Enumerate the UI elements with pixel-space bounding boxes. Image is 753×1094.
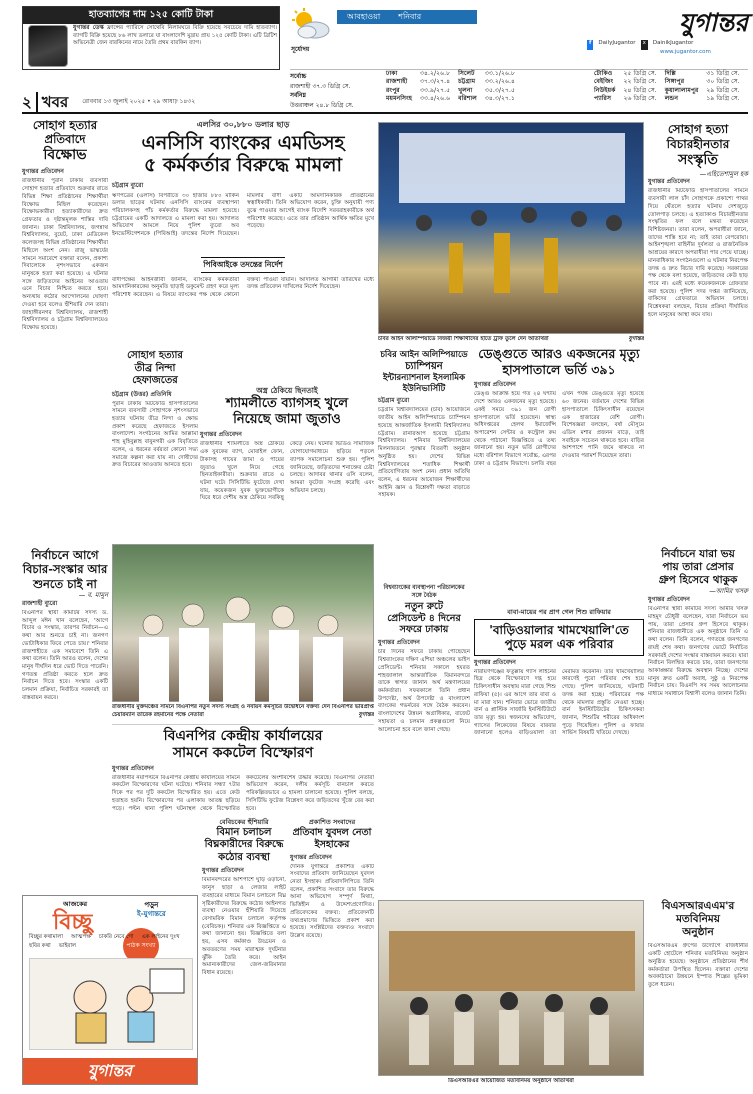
world-bank-kicker: বিশ্বব্যাংকের ব্যবস্থাপনা পরিচালকের সঙ্গে বৈঠক xyxy=(383,585,465,599)
city-temp: ৩৩.৪/২৬.৬ xyxy=(419,95,451,103)
city-temp: ১৯ ডিগ্রি সে. xyxy=(706,95,740,103)
weather-row xyxy=(382,78,519,86)
bicchu-ad[interactable] xyxy=(22,895,198,1085)
impunity-story xyxy=(648,122,748,542)
bnp-photo-caption: রাজধানীর মুক্তমঞ্চের সামনে বিএনপির নতুন সদস্য সংগ্রহ ও নবায়ন কর্মসূচির উদ্বোধনে বক্তব্য দেন বিএনপির ভারপ্রাপ্ত চেয়ারম্যান তারেক রহমানের পক্ষে নেতারা যুগান্তর xyxy=(112,704,374,718)
election-story xyxy=(22,548,108,738)
sohag-protest-headline: সোহাগ হত্যার প্রতিবাদে বিক্ষোভ xyxy=(32,118,98,163)
dengue-byline: যুগান্তর প্রতিবেদন xyxy=(474,381,516,389)
ncc-text-2: বাদীপক্ষের আইনজীবী জানান, ব্যাংকের কর্মকর্তারা আমদানিকারকের অনুমতি ছাড়াই ডকুমেন্ট গ্রহণ করে মূল্য পরিশোধ করেছেন। এ বিষয়ে ব্যাংকের পক্ষ থেকে কোনো বক্তব্য পাওয়া যায়নি। আদালত আগামী তারিখের মধ্যে তদন্ত প্রতিবেদন দাখিলের নির্দেশ দিয়েছেন। xyxy=(112,276,374,299)
city-temp: ৩১ ডিগ্রি সে. xyxy=(706,70,740,77)
hefazat-headline: সোহাগ হত্যার তীব্র নিন্দা হেফাজতের xyxy=(127,350,183,386)
city-temp: ৩৪.৩/২৭.১ xyxy=(484,95,515,103)
bsrm-story xyxy=(648,900,748,1088)
pressure-group-story xyxy=(648,548,748,888)
law-headline: চবির আইন অলিম্পিয়াডে চ্যাম্পিয়ন ইন্টারন্যাশনাল ইসলামিক ইউনিভার্সিটি xyxy=(380,350,468,394)
city-temp: ২৯ ডিগ্রি সে. xyxy=(706,86,740,94)
city-name: ঢাকা xyxy=(386,70,398,77)
ad-footer-logo: যুগান্তর xyxy=(23,1058,197,1084)
landlord-story xyxy=(474,608,644,898)
header-rule xyxy=(22,112,748,114)
dengue-text: ডেঙ্গু আক্রান্ত হয়ে গত ২৪ ঘণ্টায় দেশে আরও একজনের মৃত্যু হয়েছে। একই সময়ে ৩৯১ জন রোগী হাসপাতালে ভর্তি হয়েছেন। স্বাস্থ্য অধিদপ্তরের হেলথ ইমার্জেন্সি অপারেশন সেন্টার ও কন্ট্রোল রুম থেকে পাঠানো বিজ্ঞপ্তিতে এ তথ্য জানানো হয়। নতুন ভর্তি রোগীদের মধ্যে বরিশাল বিভাগে সর্বোচ্চ, এরপর ঢাকা ও চট্টগ্রাম বিভাগে। চলতি বছর এখন পর্যন্ত ডেঙ্গুতে মৃত্যু হয়েছে ৬০ জনের। বর্তমানে দেশের বিভিন্ন হাসপাতালে চিকিৎসাধীন রয়েছেন এক হাজারের বেশি রোগী। বিশেষজ্ঞরা বলছেন, বর্ষা মৌসুমে এডিস মশার প্রজনন বাড়ে, তাই সবাইকে সচেতন থাকতে হবে। বাড়ির আশপাশে পানি জমে থাকতে না দেওয়ার পরামর্শ দিয়েছেন তারা। xyxy=(474,391,644,467)
pressure-group-headline: নির্বাচনে যারা ভয় পায় তারা প্রেসার গ্রুপ হিসেবে থাকুক xyxy=(658,548,738,587)
sohag-protest-text: রাজধানীর পুরান ঢাকায় ব্যবসায়ী সোহাগ হত্যার প্রতিবাদে শুক্রবার রাতে বিভিন্ন শিক্ষা প্রতিষ্ঠানের শিক্ষার্থীরা বিক্ষোভ মিছিল করেছেন। বিক্ষোভকারীরা হত্যাকারীদের দ্রুত গ্রেফতার ও দৃষ্টান্তমূলক শাস্তির দাবি জানান। ঢাকা বিশ্ববিদ্যালয়, জগন্নাথ বিশ্ববিদ্যালয়, বুয়েট, ঢাকা মেডিকেল কলেজসহ বিভিন্ন প্রতিষ্ঠানের শিক্ষার্থীরা মিছিলে অংশ নেন। রাজু ভাস্কর্যের সামনে সমাবেশে বক্তারা বলেন, প্রকাশ্য দিবালোকে নৃশংসভাবে একজন মানুষকে হত্যা করা হয়েছে। এ ঘটনার সঙ্গে জড়িতদের আইনের আওতায় এনে বিচার নিশ্চিত করতে হবে। অন্যথায় কঠোর আন্দোলনের ঘোষণা দেওয়া হবে বলেও হুঁশিয়ারি দেন তারা। জাহাঙ্গীরনগর বিশ্ববিদ্যালয়, রাজশাহী বিশ্ববিদ্যালয় ও চট্টগ্রাম বিশ্ববিদ্যালয়েও বিক্ষোভ হয়েছে। xyxy=(22,178,108,331)
ad-item: ভাইরাল xyxy=(58,943,77,950)
city-name: নিউইয়র্ক xyxy=(594,86,616,94)
weather-row xyxy=(590,95,744,103)
date-line: রোববার ১৩ জুলাই ২০২৫ • ২৯ আষাঢ় ১৪৩২ xyxy=(82,97,196,105)
weather-stats xyxy=(290,69,748,107)
ncc-subhead: পিবিআইকে তদন্তের নির্দেশ xyxy=(201,257,285,273)
max-temp: রাজশাহী ৩৭.৩ ডিগ্রি সে. xyxy=(290,82,351,90)
weather-label: আবহাওয়া xyxy=(347,11,381,21)
weather-day: শনিবার xyxy=(398,11,422,21)
hermes-headline: হাতব্যাগের দাম ১২৫ কোটি টাকা xyxy=(23,7,279,24)
election-text: বিএনপির স্থায়ী কমিটির সদস্য ড. আব্দুল মঈন খান বলেছেন, 'আগে বিচার ও সংস্কার, তারপর নির্বাচন—এ কথা আর শুনতে চাই না। জনগণ ভোটাধিকার ফিরে পেতে চায়।' শনিবার রাজশাহীতে এক সমাবেশে তিনি এ কথা বলেন। তিনি আরও বলেন, দেশের মানুষ দীর্ঘদিন ধরে ভোট দিতে পারেনি। গণতন্ত্র প্রতিষ্ঠা করতে হলে দ্রুত নির্বাচন দিতে হবে। সংস্কার একটি চলমান প্রক্রিয়া, নির্বাচিত সরকারই তা বাস্তবায়ন করবে। xyxy=(22,609,108,701)
biman-byline: যুগান্তর প্রতিবেদন xyxy=(202,867,244,875)
city-name: খুলনা xyxy=(458,86,473,94)
city-temp: ২৪ ডিগ্রি সে. xyxy=(623,86,657,94)
law-olympiad-photo xyxy=(378,122,644,334)
masthead xyxy=(588,6,748,36)
election-headline: নির্বাচনে আগে বিচার-সংস্কার আর শুনতে চাই না xyxy=(22,548,108,591)
section-name: খবর xyxy=(41,92,69,111)
press-text: দৈনিক যুগান্তরে প্রকাশিত একটি সংবাদের প্রতিবাদ জানিয়েছেন যুবদল নেতা ইসহাক। প্রতিবাদলিপিতে তিনি বলেন, প্রকাশিত সংবাদে তার বিরুদ্ধে আনা অভিযোগ সম্পূর্ণ মিথ্যা, ভিত্তিহীন ও উদ্দেশ্যপ্রণোদিত। প্রতিবেদকের বক্তব্য: প্রতিবেদনটি তথ্যপ্রমাণের ভিত্তিতে প্রকাশ করা হয়েছে। সংশ্লিষ্টদের বক্তব্যও সংবাদে উল্লেখ রয়েছে। xyxy=(290,863,374,940)
twitter-icon: x xyxy=(641,40,648,50)
hermes-box xyxy=(22,6,280,70)
ad-read: পড়ুন ই-যুগান্তরে xyxy=(137,901,166,919)
min-temp: উত্তরাঞ্চল ২৪.৮ ডিগ্রি সে. xyxy=(290,101,354,109)
masthead-logo: যুগান্তর xyxy=(678,8,748,37)
biman-story xyxy=(202,818,286,1088)
cocktail-byline: যুগান্তর প্রতিবেদন xyxy=(112,764,154,772)
cartoon-illustration xyxy=(29,958,193,1050)
press-kicker: প্রকাশিত সংবাদের xyxy=(308,818,356,826)
city-temp: ৩৭.৩/২৭.৪ xyxy=(419,78,451,86)
shyamoli-headline: শ্যামলীতে ব্যাগসহ খুলে নিয়েছে জামা জুতাও xyxy=(225,396,349,427)
hermes-byline: যুগান্তর ডেস্ক xyxy=(73,24,104,31)
city-temp: ৩৪.২/২৬.৮ xyxy=(419,70,451,77)
weather-row xyxy=(590,78,744,86)
impunity-headline: সোহাগ হত্যা বিচারহীনতার সংস্কৃতি xyxy=(666,122,730,168)
city-name: রাজশাহী xyxy=(386,78,408,86)
city-temp: ২৬ ডিগ্রি সে. xyxy=(623,95,657,103)
city-name: প্যারিস xyxy=(594,95,612,103)
sohag-protest-byline: যুগান্তর প্রতিবেদন xyxy=(22,168,64,176)
weather-icon xyxy=(289,8,333,42)
pressure-group-signature: —আমির খসরু xyxy=(709,587,748,596)
hermes-text: যুগান্তর ডেস্ক ফ্রান্সের প্যারিসে সোথেবি নিলামঘরে বিক্রি হয়েছে সবচেয়ে দামি হাতব্যাগ। ব্যাগটি বিক্রি হয়েছে ৮৬ লাখ ডলারে যা বাংলাদেশি মুদ্রায় প্রায় ১২৫ কোটি টাকা। এটি ব্রিটিশ অভিনেত্রী জেন বারকিনের নামে তৈরি প্রথম বারকিন ব্যাগ। xyxy=(73,24,277,47)
page-number: ২ xyxy=(22,92,38,112)
city-name: দিল্লি xyxy=(664,70,676,77)
hefazat-byline: চট্টগ্রাম (উত্তর) প্রতিনিধি xyxy=(112,390,172,398)
law-byline: চট্টগ্রাম ব্যুরো xyxy=(378,397,410,405)
world-bank-byline: যুগান্তর প্রতিবেদন xyxy=(378,639,420,647)
bnp-rally-photo xyxy=(112,544,374,702)
pressure-group-byline: যুগান্তর প্রতিবেদন xyxy=(648,596,690,604)
cocktail-text: রাজধানীর নয়াপল্টনে বিএনপির কেন্দ্রীয় কার্যালয়ের সামনে ককটেল বিস্ফোরণের ঘটনা ঘটেছে। শনিবার সন্ধ্যা ৭টার দিকে পর পর দুটি ককটেল বিস্ফোরিত হয়। এতে কেউ হতাহত হয়নি। বিস্ফোরণের পর এলাকায় আতঙ্ক ছড়িয়ে পড়ে। পল্টন থানা পুলিশ ঘটনাস্থল থেকে বিস্ফোরিত ককটেলের অংশবিশেষ উদ্ধার করেছে। বিএনপির নেতারা অভিযোগ করেন, দলীয় কর্মসূচি বানচাল করতে পরিকল্পিতভাবে এ হামলা চালানো হয়েছে। পুলিশ বলছে, সিসিটিভি ফুটেজ বিশ্লেষণ করে জড়িতদের খুঁজে বের করা হবে। xyxy=(112,774,374,812)
ad-badge: পাঠক সংখ্যা xyxy=(123,928,159,964)
landlord-headline: 'বাড়িওয়ালার খামখেয়ালি'তে পুড়ে মরল এক পরিবার xyxy=(474,619,644,656)
cocktail-headline: বিএনপির কেন্দ্রীয় কার্যালয়ের সামনে ককটেল বিস্ফোরণ xyxy=(163,728,323,761)
world-bank-headline: নতুন রুটে প্রেসিডেন্ট ৪ দিনের সফরে ঢাকায় xyxy=(387,600,461,636)
landlord-kicker: বাবা-মায়ের পর প্রাণ গেল শিশু রাফিয়ার xyxy=(507,608,611,616)
press-byline: যুগান্তর প্রতিবেদন xyxy=(290,853,332,861)
dsra-event-photo xyxy=(378,900,644,1076)
world-temp-table xyxy=(590,70,744,103)
handbag-photo xyxy=(28,25,68,67)
ncc-byline: চট্টগ্রাম ব্যুরো xyxy=(112,182,144,190)
ad-item: চাকরি নেবে গো xyxy=(98,934,134,940)
ad-item: এক লাইনের দুঃখ xyxy=(141,934,180,940)
ad-item: বিচ্ছুর কথামালা xyxy=(29,934,63,940)
impunity-signature: —এহিতেশামুল হক xyxy=(699,169,748,178)
dsra-photo-caption: ডিএসআরএর আয়োজিত মতবিনিময় অনুষ্ঠানে অতিথিরা xyxy=(448,1078,574,1084)
city-name: বরিশাল xyxy=(458,95,477,103)
city-temp: ৩৩.২/২৬.৪ xyxy=(484,78,515,86)
landlord-text: নারায়ণগঞ্জের ফতুল্লায় গ্যাস লাইনের ছিদ্র থেকে বিস্ফোরণে দগ্ধ হয়ে চিকিৎসাধীন অবস্থায় মারা গেছে শিশু রাফিয়া (৫)। এর আগে তার বাবা ও মা মারা যান। শনিবার ভোরে জাতীয় বার্ন ও প্লাস্টিক সার্জারি ইনস্টিটিউটে তার মৃত্যু হয়। স্বজনদের অভিযোগ, গ্যাসের লিকেজের বিষয়ে বারবার জানানো হলেও বাড়িওয়ালা তা মেরামত করেননি। তার খামখেয়ালির কারণেই পুরো পরিবার শেষ হয়ে গেছে। পুলিশ জানিয়েছে, ঘটনাটি তদন্ত করা হচ্ছে। পরিবারের পক্ষ থেকে মামলার প্রস্তুতি নেওয়া হচ্ছে। বার্ন ইনস্টিটিউটের চিকিৎসকরা জানান, শিশুটির শরীরের অধিকাংশ পুড়ে গিয়েছিল। পুলিশ ও ফায়ার সার্ভিস বিষয়টি খতিয়ে দেখছে। xyxy=(474,668,644,737)
ad-item: ছবির কথা xyxy=(29,943,51,950)
weather-row xyxy=(382,95,519,103)
law-photo-credit: যুগান্তর xyxy=(628,336,644,342)
bnp-photo-credit: যুগান্তর xyxy=(358,711,374,718)
city-name: চট্টগ্রাম xyxy=(458,78,476,86)
dengue-headline: ডেঙ্গুতে আরও একজনের মৃত্যু হাসপাতালে ভর্তি ৩৯১ xyxy=(478,346,640,377)
cocktail-story xyxy=(112,724,374,814)
twitter-handle[interactable]: DainikJugantor xyxy=(652,40,694,46)
world-bank-story xyxy=(378,585,470,790)
weather-label-bar xyxy=(337,10,477,24)
city-name: লন্ডন xyxy=(664,95,679,103)
city-name: ময়মনসিংহ xyxy=(386,95,412,103)
ad-top-label: আজকের xyxy=(63,900,88,908)
city-temp: ৩০ ডিগ্রি সে. xyxy=(706,78,740,86)
city-temp: ৩৫.৩/২৭.৫ xyxy=(484,86,515,94)
sohag-protest-story xyxy=(22,118,108,498)
ncc-kicker: এলসির ৩০,৮৮০ ডলার ছাড় xyxy=(196,120,290,129)
city-name: সিঙ্গাপুর xyxy=(664,78,685,86)
ad-brand: বিচ্ছু xyxy=(53,909,93,935)
shyamoli-kicker: অস্ত্র ঠেকিয়ে ছিনতাই xyxy=(256,386,318,395)
hefazat-story xyxy=(112,350,198,540)
city-name: রংপুর xyxy=(386,86,400,94)
sunrise: সূর্যোদয় xyxy=(291,46,310,53)
law-text: চট্টগ্রাম বিশ্ববিদ্যালয়ের (চবি) আয়োজনে জাতীয় আইন অলিম্পিয়াডে চ্যাম্পিয়ন হয়েছে আন্তর্জাতিক ইসলামী বিশ্ববিদ্যালয় চট্টগ্রাম। রানারআপ হয়েছে চট্টগ্রাম বিশ্ববিদ্যালয়। শনিবার বিশ্ববিদ্যালয়ের মিলনায়তনে পুরস্কার বিতরণী অনুষ্ঠান অনুষ্ঠিত হয়। দেশের বিভিন্ন বিশ্ববিদ্যালয়ের শতাধিক শিক্ষার্থী প্রতিযোগিতায় অংশ নেন। প্রধান অতিথি বলেন, এ ধরনের আয়োজন শিক্ষার্থীদের আইনি জ্ঞান ও বিশ্লেষণী দক্ষতা বাড়াতে সহায়ক। xyxy=(378,407,470,499)
law-olympiad-story xyxy=(378,350,470,580)
biman-kicker: বেবিচকের হুঁশিয়ারি xyxy=(219,818,269,826)
ncc-text: ঋণপত্রের (এলসি) বিপরীতে ৩০ হাজার ৮৮০ মার্কিন ডলার ছাড়ের ঘটনায় এনসিসি ব্যাংকের ব্যবস্থাপনা পরিচালকসহ পাঁচ কর্মকর্তার বিরুদ্ধে মামলা হয়েছে। চট্টগ্রামের একটি আদালতে এ মামলা করা হয়। আদালত অভিযোগ আমলে নিয়ে পুলিশ ব্যুরো অব ইনভেস্টিগেশনকে (পিবিআই) তদন্তের নির্দেশ দিয়েছেন। মামলার বাদী একটি আমদানিকারক প্রতিষ্ঠানের স্বত্বাধিকারী। তিনি অভিযোগ করেন, চুক্তি অনুযায়ী পণ্য বুঝে পাওয়ার আগেই ব্যাংক বিদেশি সরবরাহকারীকে অর্থ পরিশোধ করেছে। এতে তার প্রতিষ্ঠান আর্থিক ক্ষতির মুখে পড়েছে। xyxy=(112,192,374,238)
max-min-block: সর্বোচ্চ রাজশাহী ৩৭.৩ ডিগ্রি সে. সর্বনিম্ন উত্তরাঞ্চল ২৪.৮ ডিগ্রি সে. xyxy=(290,72,358,110)
bsrm-text: বিএসআরএম গ্রুপের উদ্যোগে রাজধানীর একটি হোটেলে শনিবার মতবিনিময় অনুষ্ঠান অনুষ্ঠিত হয়েছে। অনুষ্ঠানে প্রতিষ্ঠানের শীর্ষ কর্মকর্তারা উপস্থিত ছিলেন। বক্তারা দেশের অবকাঠামো উন্নয়নে ইস্পাত শিল্পের ভূমিকা তুলে ধরেন। xyxy=(648,943,748,988)
city-name: বেইজিং xyxy=(594,78,614,86)
city-temp: ২২ ডিগ্রি সে. xyxy=(623,78,657,86)
website-link[interactable]: www.jugantor.com xyxy=(660,49,711,55)
city-temp-table xyxy=(382,70,519,103)
impunity-text: রাজধানীর মিটফোর্ড হাসপাতালের সামনে ব্যবসায়ী লাল চাঁদ সোহাগকে প্রকাশ্যে পাথর দিয়ে থেঁতলে হত্যার ঘটনায় দেশজুড়ে তোলপাড় চলছে। এ হত্যাকাণ্ড বিচারহীনতার সংস্কৃতির ফল বলে মন্তব্য করেছেন বিশিষ্টজনরা। তারা বলেন, অপরাধীরা জানে, তাদের শাস্তি হবে না; তাই তারা বেপরোয়া। আইনশৃঙ্খলা বাহিনীর দুর্বলতা ও রাজনৈতিক আশ্রয়ের কারণে অপরাধীরা পার পেয়ে যাচ্ছে। মানবাধিকার সংগঠনগুলো এ ঘটনার নিরপেক্ষ তদন্ত ও দ্রুত বিচার দাবি করেছে। সরকারের পক্ষ থেকে বলা হয়েছে, জড়িতদের কেউ ছাড় পাবে না। এরই মধ্যে কয়েকজনকে গ্রেফতার করা হয়েছে। পুলিশ সদর দপ্তর জানিয়েছে, বাকিদের গ্রেফতারে অভিযান চলছে। বিশ্লেষকরা বলছেন, বিচার প্রক্রিয়া দীর্ঘায়িত হলে মানুষের আস্থা কমে যায়। xyxy=(648,188,748,318)
bsrm-headline: বিএসআরএএম'র মতবিনিময় অনুষ্ঠান xyxy=(661,900,735,939)
weather-row xyxy=(590,87,744,95)
press-protest-story xyxy=(290,818,374,1088)
shyamoli-text: রাজধানীর শ্যামলীতে অস্ত্র ঠেকিয়ে এক যুবকের ব্যাগ, মোবাইল ফোন, টাকাসহ গায়ের জামা ও পায়ের জুতাও খুলে নিয়ে গেছে ছিনতাইকারীরা। শুক্রবার রাতে এ ঘটনা ঘটে। সিসিটিভি ফুটেজে দেখা যায়, কয়েকজন যুবক ভুক্তভোগীকে ঘিরে ধরে দেশীয় অস্ত্র ঠেকিয়ে সবকিছু কেড়ে নেয়। ঘটনার ভিডিও সামাজিক যোগাযোগমাধ্যমে ছড়িয়ে পড়লে ব্যাপক সমালোচনা শুরু হয়। পুলিশ জানিয়েছে, জড়িতদের শনাক্তের চেষ্টা চলছে। আদাবর থানার ওসি বলেন, আমরা ফুটেজ সংগ্রহ করেছি এবং অভিযান চলছে। xyxy=(200,441,374,502)
ncc-headline: এনসিসি ব্যাংকের এমডিসহ ৫ কর্মকর্তার বিরুদ্ধে মামলা xyxy=(141,131,345,176)
dengue-story xyxy=(474,346,644,606)
city-temp: ৩৩.৯/২৭.৫ xyxy=(419,86,451,94)
press-headline: প্রতিবাদ যুবদল নেতা ইসহাকের xyxy=(292,826,372,850)
facebook-handle[interactable]: DailyJugantor xyxy=(598,40,636,46)
law-photo-caption: চবির আইন অলিম্পিয়াডে বিজয়ী শিক্ষার্থীদের হাতে ট্রফি তুলে দেন অতিথিরা যুগান্তর xyxy=(378,336,644,342)
weather-row xyxy=(382,87,519,95)
city-name: সিলেট xyxy=(458,70,475,77)
page-label-bar xyxy=(22,94,286,110)
city-temp: ৩৩.১/২৬.৮ xyxy=(484,70,515,77)
ad-item: আত্মপক্ষ xyxy=(70,934,91,940)
shyamoli-story xyxy=(200,386,374,536)
facebook-icon: f xyxy=(587,40,593,50)
landlord-byline: যুগান্তর প্রতিবেদন xyxy=(474,658,516,666)
city-temp: ২৫ ডিগ্রি সে. xyxy=(623,70,657,77)
biman-headline: বিমান চলাচল বিঘ্নকারীদের বিরুদ্ধে কঠোর ব্যবস্থা xyxy=(204,826,284,863)
city-name: টোকিও xyxy=(594,70,613,77)
ad-items xyxy=(29,934,193,951)
world-bank-text: চার দিনের সফরে ঢাকায় পৌঁছেছেন বিশ্বব্যাংকের দক্ষিণ এশিয়া অঞ্চলের ভাইস প্রেসিডেন্ট। শনিবার সকালে হযরত শাহজালাল আন্তর্জাতিক বিমানবন্দরে তাকে স্বাগত জানান অর্থ মন্ত্রণালয়ের কর্মকর্তারা। সফরকালে তিনি প্রধান উপদেষ্টা, অর্থ উপদেষ্টা ও বাংলাদেশ ব্যাংকের গভর্নরের সঙ্গে বৈঠক করবেন। বাংলাদেশের উন্নয়ন অগ্রাধিকার, বাজেট সহায়তা ও চলমান প্রকল্পগুলো নিয়ে আলোচনা হবে বলে জানা গেছে। xyxy=(378,649,470,733)
election-byline: রাজশাহী ব্যুরো xyxy=(22,599,58,607)
hefazat-text: পুরান ঢাকায় মিটফোর্ড হাসপাতালের সামনে ব্যবসায়ী সোহাগকে নৃশংসভাবে হত্যার ঘটনায় তীব্র নিন্দা ও ক্ষোভ প্রকাশ করেছে হেফাজতে ইসলাম বাংলাদেশ। সংগঠনের আমির আল্লামা শাহ মুহিবুল্লাহ বাবুনগরী এক বিবৃতিতে বলেন, এ ধরনের বর্বরতা কোনো সভ্য সমাজে কল্পনা করা যায় না। দোষীদের দ্রুত বিচারের আওতায় আনতে হবে। xyxy=(112,400,198,469)
pressure-group-text: বিএনপির স্থায়ী কমিটির সদস্য আমীর খসরু মাহমুদ চৌধুরী বলেছেন, যারা নির্বাচনে ভয় পায়, তারা প্রেসার গ্রুপ হিসেবে থাকুক। শনিবার রাজধানীতে এক অনুষ্ঠানে তিনি এ কথা বলেন। তিনি বলেন, গণতন্ত্রে জনগণের রায়ই শেষ কথা। জনগণের ভোটে নির্বাচিত সরকারই দেশের সংস্কার বাস্তবায়ন করবে। যারা নির্বাচন বিলম্বিত করতে চায়, তারা জনগণের আকাঙ্ক্ষার বিরুদ্ধে অবস্থান নিচ্ছে। দেশের মানুষ দ্রুত একটি অবাধ, সুষ্ঠু ও নিরপেক্ষ নির্বাচন চায়। বিএনপি সব সময় আলোচনার মাধ্যমে সমাধানে বিশ্বাসী বলেও জানান তিনি। xyxy=(648,606,748,698)
shyamoli-byline: যুগান্তর প্রতিবেদন xyxy=(200,431,242,439)
weather-panel xyxy=(287,6,577,64)
election-signature: — ব. মামুন xyxy=(78,591,108,600)
biman-text: বিমানবন্দরের আশপাশে ঘুড়ি ওড়ানো, ফানুস ছাড়া ও লেজার লাইট ব্যবহারের মাধ্যমে বিমান চলাচলে বিঘ্ন সৃষ্টিকারীদের বিরুদ্ধে কঠোর আইনগত ব্যবস্থা নেওয়ার হুঁশিয়ারি দিয়েছে বেসামরিক বিমান চলাচল কর্তৃপক্ষ (বেবিচক)। শনিবার এক বিজ্ঞপ্তিতে এ কথা জানানো হয়। বিজ্ঞপ্তিতে বলা হয়, এসব কর্মকাণ্ড উড্ডয়ন ও অবতরণের সময় মারাত্মক দুর্ঘটনার ঝুঁকি তৈরি করে। আইন অমান্যকারীদের জেল-জরিমানার বিধান রয়েছে। xyxy=(202,877,286,976)
impunity-byline: যুগান্তর প্রতিবেদন xyxy=(648,178,690,186)
city-name: কুয়ালালামপুর xyxy=(664,86,699,94)
